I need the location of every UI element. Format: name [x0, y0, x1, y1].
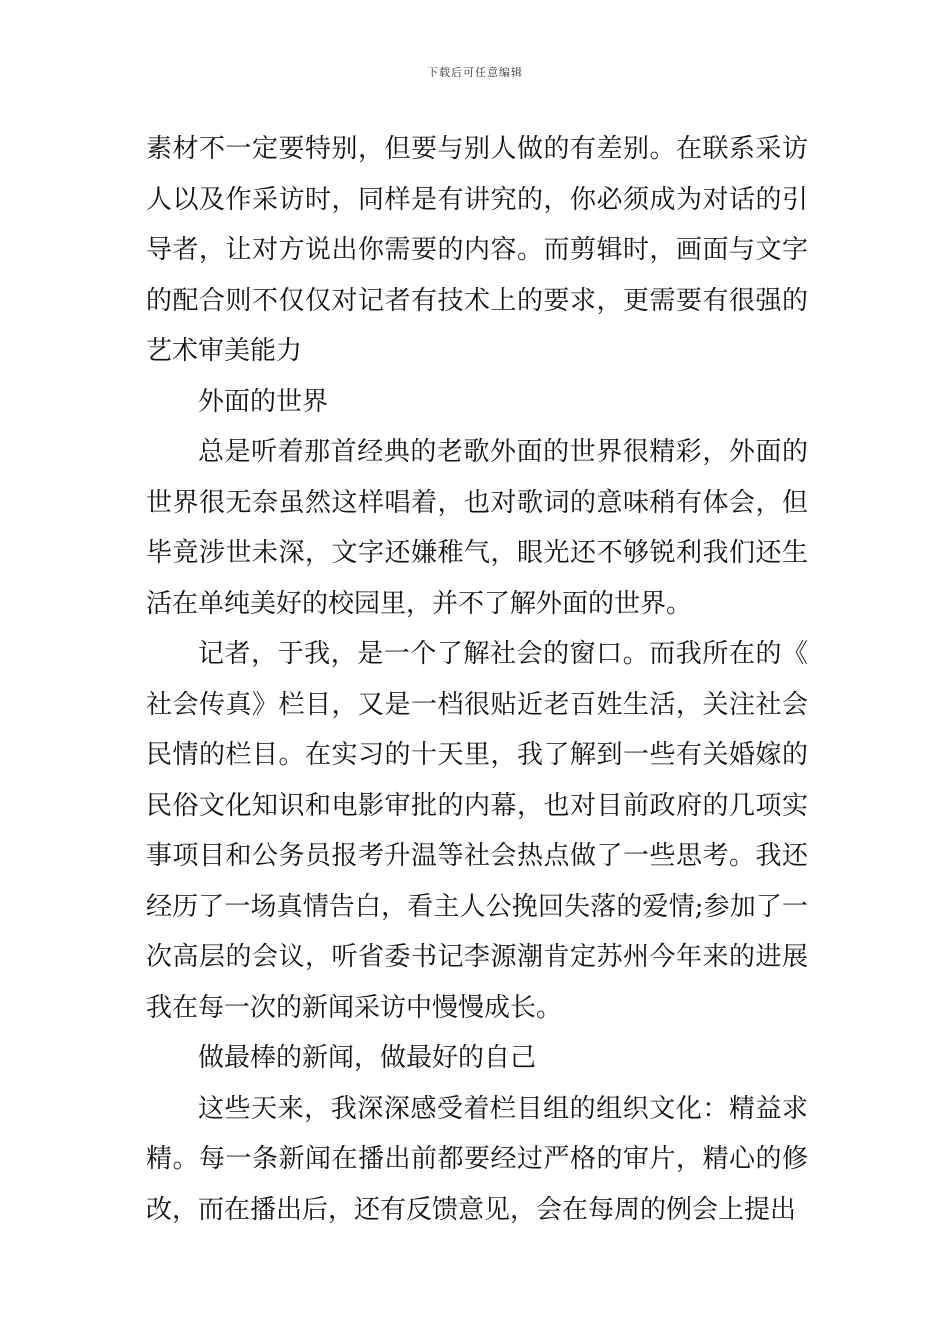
paragraph-organization-culture: 这些天来，我深深感受着栏目组的组织文化：精益求精。每一条新闻在播出前都要经过严格的审片，精心的修改，而在播出后，还有反馈意见，会在每周的例会上提出 — [146, 1093, 808, 1225]
page-header: 下载后可任意编辑 — [427, 66, 523, 79]
section-heading-best-news: 做最棒的新闻，做最好的自己 — [198, 1043, 537, 1073]
section-heading-outside-world: 外面的世界 — [198, 386, 329, 417]
paragraph-materials: 素材不一定要特别，但要与别人做的有差别。在联系采访人以及作采访时，同样是有讲究的，你必须成为对话的引导者，让对方说出你需要的内容。而剪辑时，画面与文字的配合则不仅仅对记者有技术上的要求，更需要有很强的艺术审美能力 — [146, 134, 808, 366]
paragraph-old-song: 总是听着那首经典的老歌外面的世界很精彩，外面的世界很无奈虽然这样唱着，也对歌词的意味稍有体会，但毕竟涉世未深，文字还嫌稚气，眼光还不够锐利我们还生活在单纯美好的校园里，并不了解外面的世界。 — [146, 437, 808, 619]
paragraph-reporter-window: 记者，于我，是一个了解社会的窗口。而我所在的《社会传真》栏目，又是一档很贴近老百姓生活，关注社会民情的栏目。在实习的十天里，我了解到一些有关婚嫁的民俗文化知识和电影审批的内幕，也对目前政府的几项实事项目和公务员报考升温等社会热点做了一些思考。我还经历了一场真情告白，看主人公挽回失落的爱情;参加了一次高层的会议，听省委书记李源潮肯定苏州今年来的进展我在每一次的新闻采访中慢慢成长。 — [146, 639, 808, 1023]
document-body — [146, 124, 808, 1235]
